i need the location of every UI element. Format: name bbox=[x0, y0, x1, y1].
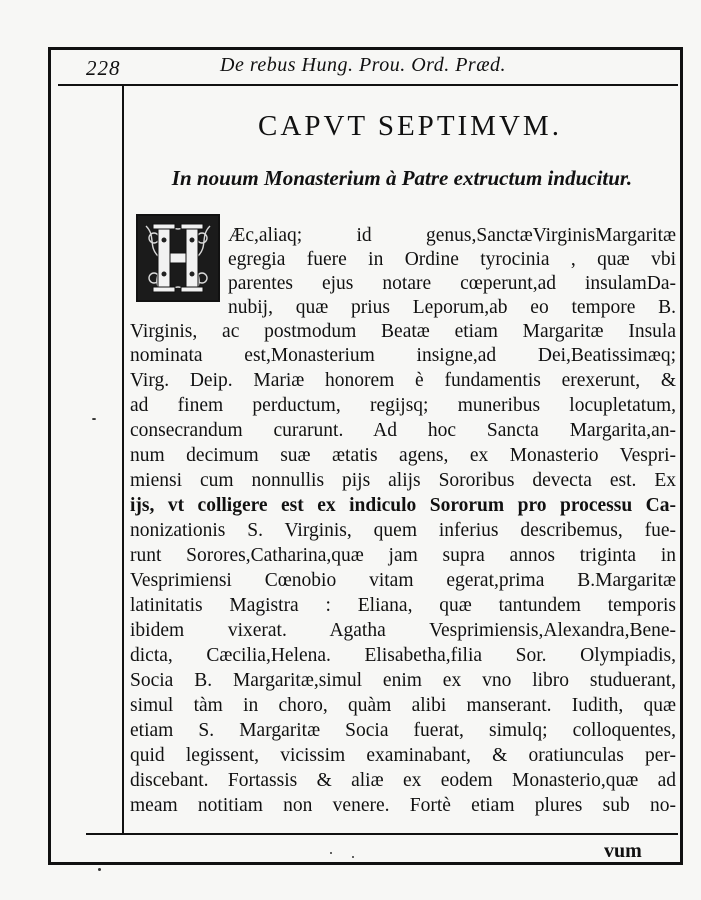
drop-cap-ornament bbox=[136, 214, 220, 302]
text-line: quid legissent, vicissim examinabant, & oratiunculas per- bbox=[130, 745, 676, 766]
text-line: Socia B. Margaritæ,simul enim ex vno libro studuerant, bbox=[130, 670, 676, 691]
page-frame-bottom bbox=[48, 862, 682, 865]
print-speck bbox=[330, 852, 332, 854]
print-speck bbox=[98, 868, 101, 871]
chapter-subtitle: In nouum Monasterium à Patre extructum inducitur. bbox=[171, 166, 633, 190]
text-line: num decimum suæ ætatis agens, ex Monasterio Vespri- bbox=[130, 445, 676, 466]
text-line: ad finem perductum, regijsq; muneribus locupletatum, bbox=[130, 395, 676, 416]
chapter-title: CAPVT SEPTIMVM. bbox=[258, 110, 562, 142]
text-line: ijs, vt colligere est ex indiculo Sororum pro processu Ca- bbox=[130, 495, 676, 516]
text-line: egregia fuere in Ordine tyrocinia , quæ vbi bbox=[228, 249, 676, 270]
text-line: Virg. Deip. Mariæ honorem è fundamentis erexerunt, & bbox=[130, 370, 676, 391]
running-title: De rebus Hung. Prou. Ord. Præd. bbox=[220, 54, 507, 76]
text-line: Æc,aliaq; id genus,SanctæVirginisMargaritæ bbox=[228, 225, 676, 246]
text-line: simul tàm in choro, quàm alibi manserant. Iudith, quæ bbox=[130, 695, 676, 716]
footer-rule bbox=[86, 833, 678, 835]
text-line: nominata est,Monasterium insigne,ad Dei,Beatissimæq; bbox=[130, 345, 676, 366]
text-line: etiam S. Margaritæ Socia fuerat, simulq; colloquentes, bbox=[130, 720, 676, 741]
print-speck bbox=[92, 418, 96, 420]
text-margin-rule bbox=[122, 86, 124, 834]
text-line: consecrandum curarunt. Ad hoc Sancta Margarita,an- bbox=[130, 420, 676, 441]
page-frame-top bbox=[48, 47, 682, 50]
text-line: ibidem vixerat. Agatha Vesprimiensis,Alexandra,Bene- bbox=[130, 620, 676, 641]
page-frame-left bbox=[48, 47, 51, 865]
page-frame-right bbox=[680, 47, 683, 865]
text-line: Virginis, ac postmodum Beatæ etiam Margaritæ Insula bbox=[130, 321, 676, 342]
text-line: meam notitiam non venere. Fortè etiam plures sub no- bbox=[130, 795, 676, 816]
text-line: parentes ejus notare cœperunt,ad insulamDa- bbox=[228, 273, 676, 294]
text-line: latinitatis Magistra : Eliana, quæ tantundem temporis bbox=[130, 595, 676, 616]
text-line: runt Sorores,Catharina,quæ jam supra annos triginta in bbox=[130, 545, 676, 566]
catchword: vum bbox=[604, 840, 642, 862]
text-line: miensi cum nonnullis pijs alijs Sororibus devecta est. Ex bbox=[130, 470, 676, 491]
print-speck bbox=[352, 856, 354, 858]
page-number: 228 bbox=[86, 56, 121, 80]
text-line: nonizationis S. Virginis, quem inferius describemus, fue- bbox=[130, 520, 676, 541]
header-rule bbox=[58, 84, 678, 86]
text-line: dicta, Cæcilia,Helena. Elisabetha,filia Sor. Olympiadis, bbox=[130, 645, 676, 666]
text-line: nubij, quæ prius Leporum,ab eo tempore B. bbox=[228, 297, 676, 318]
text-line: discebant. Fortassis & aliæ ex eodem Monasterio,quæ ad bbox=[130, 770, 676, 791]
text-line: Vesprimiensi Cœnobio vitam egerat,prima B.Margaritæ bbox=[130, 570, 676, 591]
